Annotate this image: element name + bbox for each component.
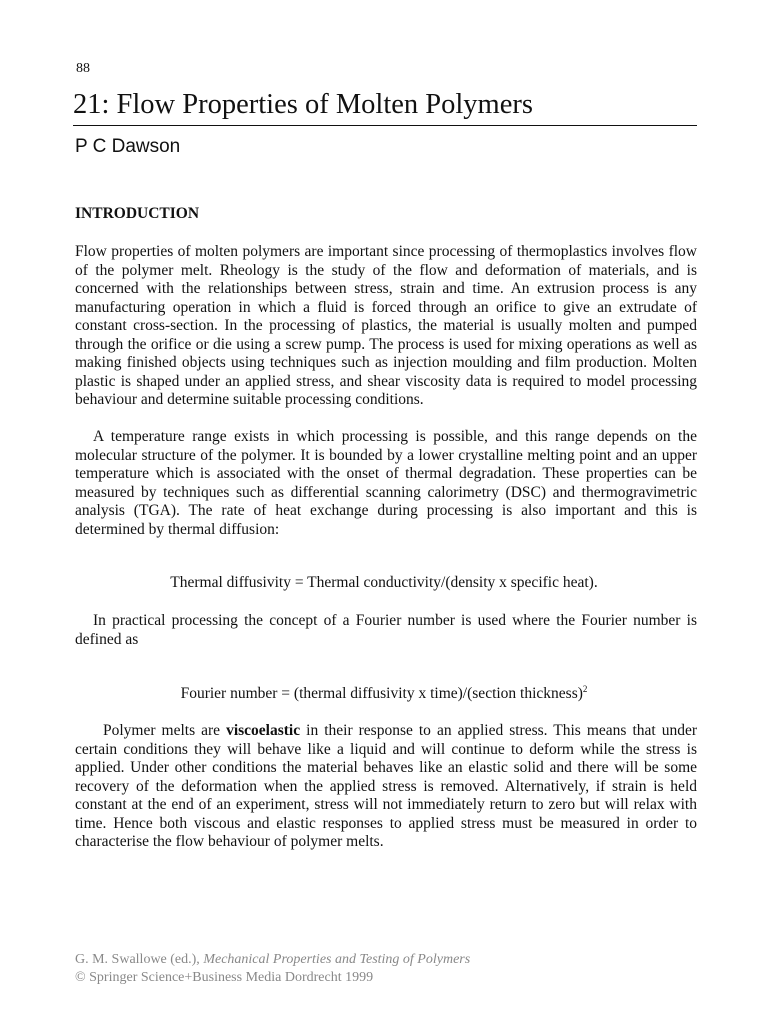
equation-fourier-number [0, 685, 768, 703]
footer-citation [75, 951, 470, 969]
section-heading: INTRODUCTION [75, 205, 200, 222]
author-name: P C Dawson [75, 136, 181, 157]
chapter-title: 21: Flow Properties of Molten Polymers [73, 86, 697, 126]
footer-book-title: Mechanical Properties and Testing of Polymers [203, 952, 471, 967]
paragraph-4-after: in their response to an applied stress. This means that under certain conditions they will behave like a liquid and will continue to deform while the stress is applied. Under other conditions the material behaves like an elastic solid and there will be some recovery of the deformation when the applied stress is removed. Alternatively, if strain is held constant at the end of an experiment, stress will not immediately return to zero but will relax with time. Hence both viscous and elastic responses to applied stress must be measured in order to characterise the flow behaviour of polymer melts. [75, 722, 698, 850]
footer-editor: G. M. Swallowe (ed.), [75, 952, 204, 967]
paragraph-2: A temperature range exists in which processing is possible, and this range depends on the molecular structure of the polymer. It is bounded by a lower crystalline melting point and an upper temperature which is associated with the onset of thermal degradation. These properties can be measured by techniques such as differential scanning calorimetry (DSC) and thermogravimetric analysis (TGA). The rate of heat exchange during processing is also important and this is determined by thermal diffusion: [75, 428, 697, 538]
footer-copyright: © Springer Science+Business Media Dordrecht 1999 [75, 970, 374, 985]
equation-thermal-diffusivity: Thermal diffusivity = Thermal conductivity/(density x specific heat). [170, 574, 598, 591]
paragraph-4-term: viscoelastic [226, 722, 301, 739]
equation-fourier-exponent: 2 [582, 684, 588, 694]
page-number: 88 [76, 61, 90, 76]
paragraph-4-before: Polymer melts are [103, 722, 227, 739]
equation-fourier-text: Fourier number = (thermal diffusivity x time)/(section thickness) [180, 685, 583, 702]
paragraph-4 [75, 722, 697, 852]
paragraph-3: In practical processing the concept of a Fourier number is used where the Fourier number is defined as [75, 612, 697, 648]
paragraph-1: Flow properties of molten polymers are important since processing of thermoplastics involves flow of the polymer melt. Rheology is the study of the flow and deformation of materials, and is concerned with the relationships between stress, strain and time. An extrusion process is any manufacturing operation in which a fluid is forced through an orifice to give an extrudate of constant cross-section. In the processing of plastics, the material is usually molten and pumped through the orifice or die using a screw pump. The process is used for mixing operations as well as making finished objects using techniques such as injection moulding and film production. Molten plastic is shaped under an applied stress, and shear viscosity data is required to model processing behaviour and determine suitable processing conditions. [75, 243, 697, 408]
